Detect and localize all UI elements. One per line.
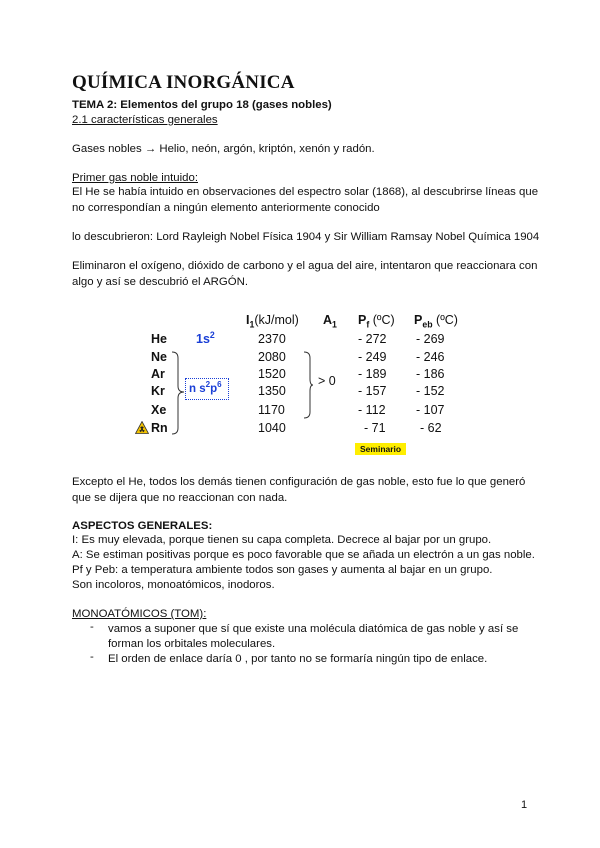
i1-ne: 2080 bbox=[258, 350, 286, 364]
group-bracket-icon bbox=[170, 350, 186, 436]
pf-ne: - 249 bbox=[358, 350, 387, 364]
i1-he: 2370 bbox=[258, 332, 286, 346]
peb-rn: - 62 bbox=[420, 421, 442, 435]
intuido-line-2: no correspondían a ningún elemento anteriormente conocido bbox=[72, 202, 380, 214]
peb-kr: - 152 bbox=[416, 384, 445, 398]
pf-xe: - 112 bbox=[358, 403, 386, 417]
bullet-2: El orden de enlace daría 0 , por tanto no se formaría ningún tipo de enlace. bbox=[108, 653, 488, 665]
seminario-badge: Seminario bbox=[355, 443, 406, 455]
header-peb: $P_{eb}$ (ºC) bbox=[414, 313, 458, 330]
header-a1: $A_1$ bbox=[323, 313, 337, 330]
peb-ar: - 186 bbox=[416, 367, 445, 381]
bullet-1-line-1: vamos a suponer que sí que existe una molécula diatómica de gas noble y así se bbox=[108, 623, 519, 635]
symbol-xe: Xe bbox=[151, 403, 167, 417]
symbol-he: He bbox=[151, 332, 167, 346]
intuido-line-1: El He se había intuido en observaciones del espectro solar (1868), al descubrirse líneas que bbox=[72, 186, 539, 198]
a1-bracket-icon bbox=[302, 350, 314, 420]
symbol-rn: Rn bbox=[151, 421, 168, 435]
aspecto-propiedades: Son incoloros, monoatómicos, inodoros. bbox=[72, 579, 275, 591]
peb-he: - 269 bbox=[416, 332, 445, 346]
section-heading: 2.1 características generales bbox=[72, 114, 218, 126]
peb-xe: - 107 bbox=[416, 403, 445, 417]
page-number: 1 bbox=[521, 799, 528, 811]
he-config: $1s^2$ bbox=[196, 330, 215, 347]
eliminaron-line-2: algo y así se descubrió el ARGÓN. bbox=[72, 276, 249, 288]
radioactive-warning-icon bbox=[135, 421, 149, 434]
bullet-marker-2: - bbox=[90, 651, 94, 663]
tema-heading: TEMA 2: Elementos del grupo 18 (gases nobles) bbox=[72, 99, 332, 111]
aspectos-heading: ASPECTOS GENERALES: bbox=[72, 520, 213, 532]
pf-kr: - 157 bbox=[358, 384, 387, 398]
aspecto-i: I: Es muy elevada, porque tienen su capa completa. Decrece al bajar por un grupo. bbox=[72, 534, 492, 546]
symbol-kr: Kr bbox=[151, 384, 165, 398]
header-pf: $P_f$ (ºC) bbox=[358, 313, 395, 330]
mono-heading: MONOATÓMICOS (TOM): bbox=[72, 608, 207, 620]
pf-he: - 272 bbox=[358, 332, 387, 346]
aspecto-a: A: Se estiman positivas porque es poco favorable que se añada un electrón a un gas noble. bbox=[72, 549, 535, 561]
i1-ar: 1520 bbox=[258, 367, 286, 381]
i1-kr: 1350 bbox=[258, 384, 286, 398]
pf-rn: - 71 bbox=[364, 421, 386, 435]
symbol-ar: Ar bbox=[151, 367, 165, 381]
peb-ne: - 246 bbox=[416, 350, 445, 364]
valence-config: n $s^2p^6$ bbox=[189, 380, 222, 395]
excepto-line-1: Excepto el He, todos los demás tienen configuración de gas noble, esto fue lo que generó bbox=[72, 476, 526, 488]
bullet-1-line-2: forman los orbitales moleculares. bbox=[108, 638, 276, 650]
document-title: QUÍMICA INORGÁNICA bbox=[72, 72, 295, 93]
a1-value: > 0 bbox=[318, 374, 336, 388]
excepto-line-2: que se dijera que no reaccionan con nada. bbox=[72, 492, 288, 504]
symbol-ne: Ne bbox=[151, 350, 167, 364]
i1-xe: 1170 bbox=[258, 403, 285, 417]
gases-line: Gases nobles → Helio, neón, argón, kriptón, xenón y radón. bbox=[72, 143, 375, 155]
aspecto-pf: Pf y Peb: a temperatura ambiente todos son gases y aumenta al bajar en un grupo. bbox=[72, 564, 493, 576]
bullet-marker-1: - bbox=[90, 621, 94, 633]
pf-ar: - 189 bbox=[358, 367, 387, 381]
i1-rn: 1040 bbox=[258, 421, 286, 435]
descubrieron-line: lo descubrieron: Lord Rayleigh Nobel Física 1904 y Sir William Ramsay Nobel Química 1904 bbox=[72, 231, 540, 243]
intuido-heading: Primer gas noble intuido: bbox=[72, 172, 198, 184]
header-i1: $I_1(kJ/mol)$ bbox=[246, 313, 299, 330]
eliminaron-line-1: Eliminaron el oxígeno, dióxido de carbono y el agua del aire, intentaron que reaccionara con bbox=[72, 260, 538, 272]
